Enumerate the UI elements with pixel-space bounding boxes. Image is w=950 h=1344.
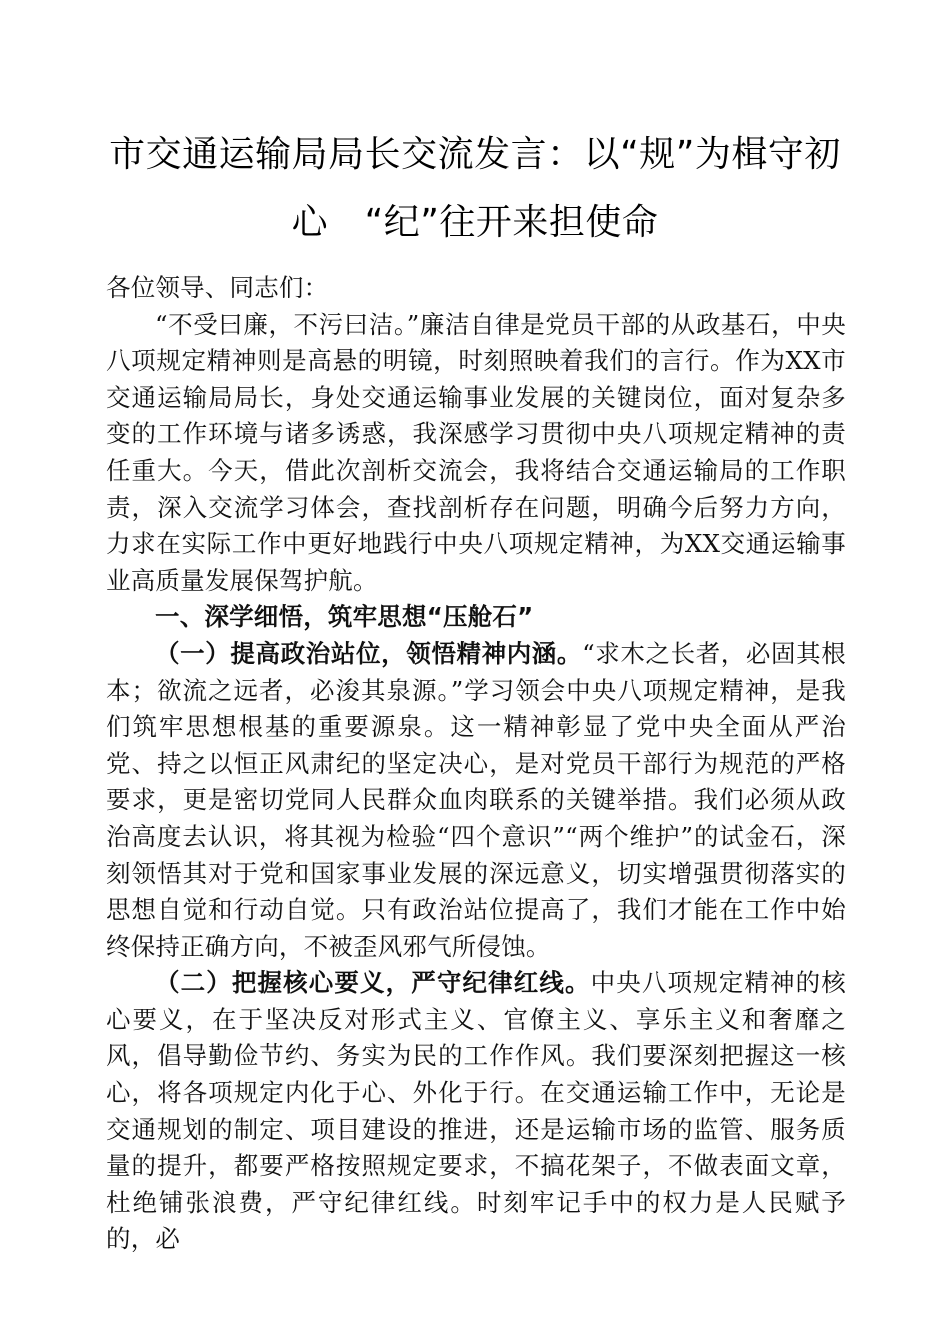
subsection-1-text: “求木之长者，必固其根本；欲流之远者，必浚其泉源。”学习领会中央八项规定精神，是我们筑牢思想根基的重要源泉。这一精神彰显了党中央全面从严治党、持之以恒正风肃纪的坚定决心，是对党员干部行为规范的严格要求，更是密切党同人民群众血肉联系的关键举措。我们必须从政治高度去认识，将其视为检验“四个意识”“两个维护”的试金石，深刻领悟其对于党和国家事业发展的深远意义，切实增强贯彻落实的思想自觉和行动自觉。只有政治站位提高了，我们才能在工作中始终保持正确方向，不被歪风邪气所侵蚀。 bbox=[106, 638, 846, 961]
subsection-1-heading: （一）提高政治站位，领悟精神内涵。 bbox=[155, 638, 583, 668]
intro-paragraph: “不受曰廉，不污曰洁。”廉洁自律是党员干部的从政基石，中央八项规定精神则是高悬的明镜，时刻照映着我们的言行。作为XX市交通运输局局长，身处交通运输事业发展的关键岗位，面对复杂多变的工作环境与诸多诱惑，我深感学习贯彻中央八项规定精神的责任重大。今天，借此次剖析交流会，我将结合交通运输局的工作职责，深入交流学习体会，查找剖析存在问题，明确今后努力方向，力求在实际工作中更好地践行中央八项规定精神，为XX交通运输事业高质量发展保驾护航。 bbox=[106, 309, 846, 595]
subsection-2-paragraph bbox=[106, 965, 846, 1258]
document-title-line-1: 市交通运输局局长交流发言：以“规”为楫守初 bbox=[109, 134, 841, 175]
section-1-heading: 一、深学细悟，筑牢思想“压舱石” bbox=[155, 602, 534, 632]
subsection-1-paragraph bbox=[106, 636, 846, 965]
subsection-2-heading: （二）把握核心要义，严守纪律红线。 bbox=[155, 968, 591, 998]
salutation: 各位领导、同志们： bbox=[106, 273, 329, 302]
document-body bbox=[106, 270, 846, 1258]
subsection-2-text: 中央八项规定精神的核心要义，在于坚决反对形式主义、官僚主义、享乐主义和奢靡之风，倡导勤俭节约、务实为民的工作作风。我们要深刻把握这一核心，将各项规定内化于心、外化于行。在交通运输工作中，无论是交通规划的制定、项目建设的推进，还是运输市场的监管、服务质量的提升，都要严格按照规定要求，不搞花架子，不做表面文章，杜绝铺张浪费，严守纪律红线。时刻牢记手中的权力是人民赋予的，必 bbox=[106, 968, 846, 1254]
document-title-line-2: 心 “纪”往开来担使命 bbox=[291, 202, 659, 243]
